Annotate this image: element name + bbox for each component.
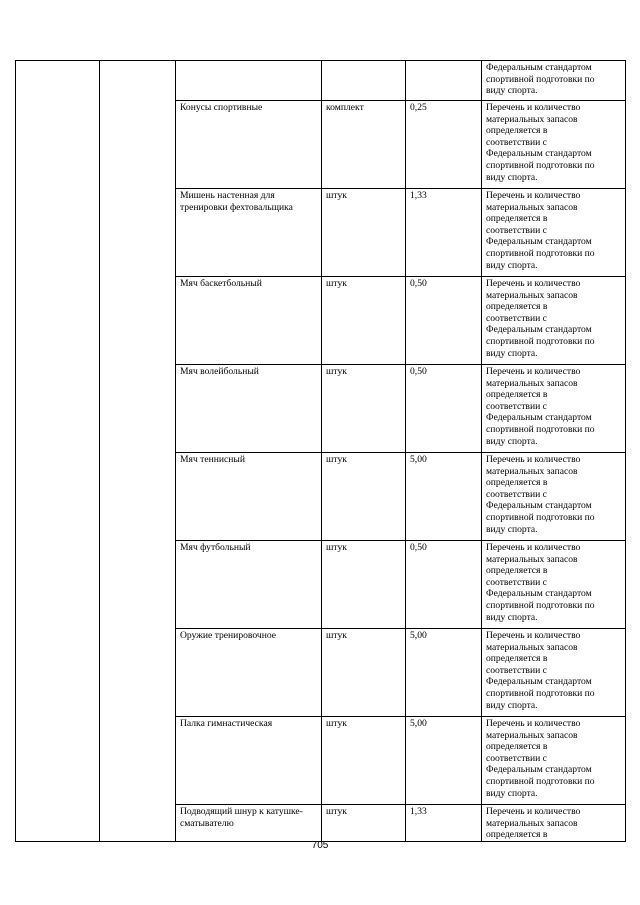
note-cell: Перечень и количество материальных запасов определяется в: [482, 805, 626, 842]
note-cell: Перечень и количество материальных запасов определяется в соответствии с Федеральным стандартом спортивной подготовки по виду спорта.: [482, 189, 626, 277]
quantity-cell: 1,33: [406, 805, 482, 842]
unit-cell: штук: [322, 629, 406, 717]
quantity-cell: 0,50: [406, 365, 482, 453]
quantity-cell: 0,50: [406, 277, 482, 365]
quantity-cell: 5,00: [406, 629, 482, 717]
unit-cell: штук: [322, 277, 406, 365]
note-cell: Перечень и количество материальных запасов определяется в соответствии с Федеральным стандартом спортивной подготовки по виду спорта.: [482, 629, 626, 717]
item-name-cell: Конусы спортивные: [176, 101, 322, 189]
unit-cell: комплект: [322, 101, 406, 189]
quantity-cell: [406, 61, 482, 101]
item-name-cell: Мяч теннисный: [176, 453, 322, 541]
unit-cell: штук: [322, 717, 406, 805]
merged-cell-col1: [16, 61, 100, 842]
merged-cell-col2: [100, 61, 176, 842]
unit-cell: штук: [322, 365, 406, 453]
unit-cell: [322, 61, 406, 101]
unit-cell: штук: [322, 541, 406, 629]
item-name-cell: Оружие тренировочное: [176, 629, 322, 717]
quantity-cell: 5,00: [406, 453, 482, 541]
item-name-cell: Мяч футбольный: [176, 541, 322, 629]
note-cell: Перечень и количество материальных запасов определяется в соответствии с Федеральным стандартом спортивной подготовки по виду спорта.: [482, 541, 626, 629]
quantity-cell: 5,00: [406, 717, 482, 805]
note-cell: Перечень и количество материальных запасов определяется в соответствии с Федеральным стандартом спортивной подготовки по виду спорта.: [482, 717, 626, 805]
note-cell: Перечень и количество материальных запасов определяется в соответствии с Федеральным стандартом спортивной подготовки по виду спорта.: [482, 365, 626, 453]
quantity-cell: 1,33: [406, 189, 482, 277]
note-cell: Перечень и количество материальных запасов определяется в соответствии с Федеральным стандартом спортивной подготовки по виду спорта.: [482, 453, 626, 541]
item-name-cell: [176, 61, 322, 101]
unit-cell: штук: [322, 189, 406, 277]
note-cell: Перечень и количество материальных запасов определяется в соответствии с Федеральным стандартом спортивной подготовки по виду спорта.: [482, 277, 626, 365]
note-cell: Федеральным стандартом спортивной подготовки по виду спорта.: [482, 61, 626, 101]
quantity-cell: 0,25: [406, 101, 482, 189]
item-name-cell: Подводящий шнур к катушке-сматывателю: [176, 805, 322, 842]
page-number: 705: [311, 840, 329, 851]
equipment-table: [15, 60, 626, 842]
table-row-continued: [16, 61, 626, 101]
item-name-cell: Мишень настенная для тренировки фехтовальщика: [176, 189, 322, 277]
quantity-cell: 0,50: [406, 541, 482, 629]
item-name-cell: Мяч волейбольный: [176, 365, 322, 453]
note-cell: Перечень и количество материальных запасов определяется в соответствии с Федеральным стандартом спортивной подготовки по виду спорта.: [482, 101, 626, 189]
unit-cell: штук: [322, 453, 406, 541]
unit-cell: штук: [322, 805, 406, 842]
item-name-cell: Палка гимнастическая: [176, 717, 322, 805]
item-name-cell: Мяч баскетбольный: [176, 277, 322, 365]
